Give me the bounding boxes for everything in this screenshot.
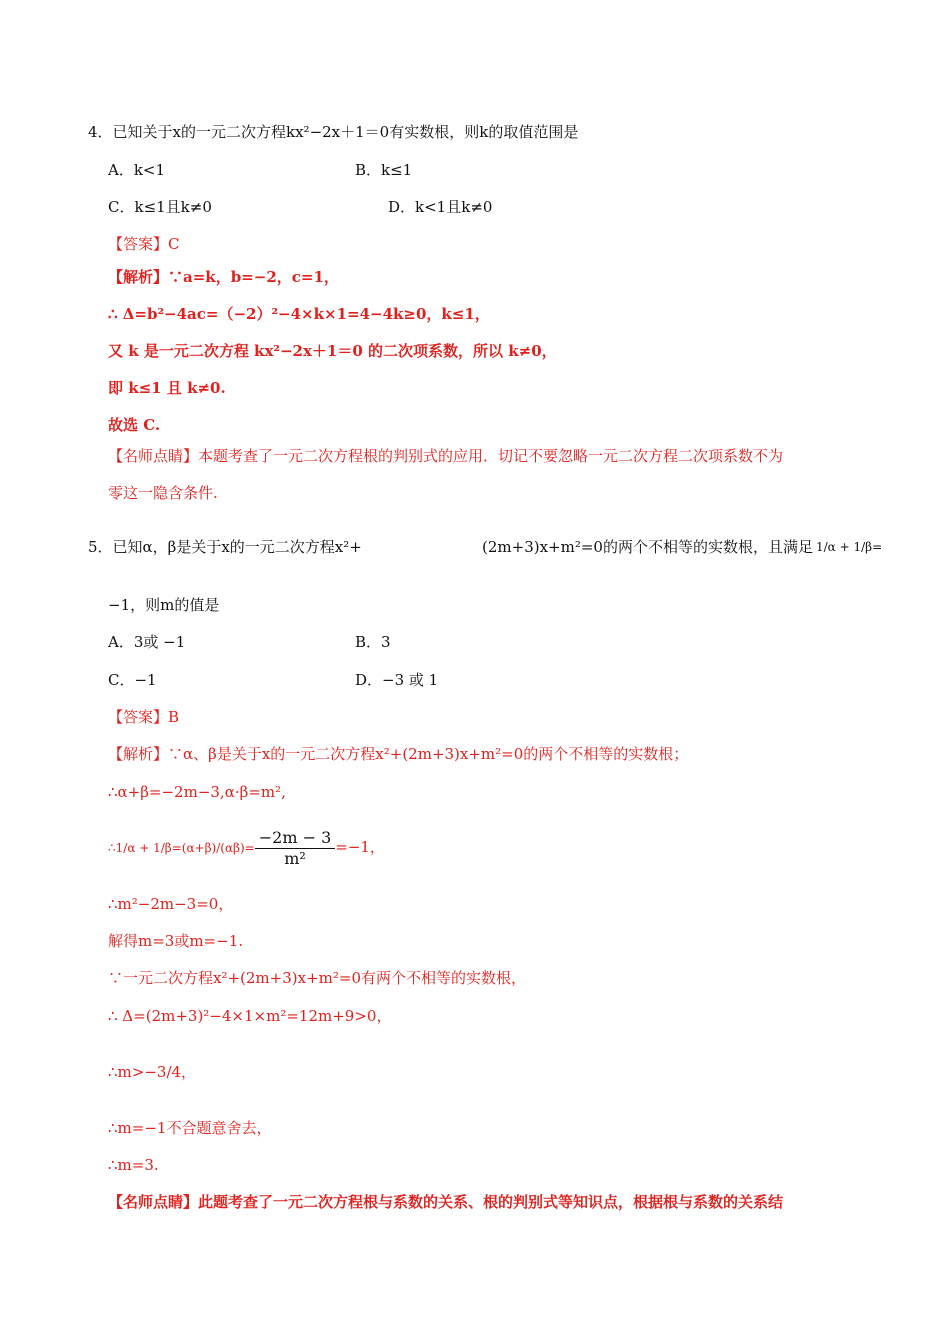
q5-frac-numerator: −2m − 3 <box>255 828 336 849</box>
q5-option-b: B．3 <box>355 633 391 651</box>
q5-step-5: ∴m=−1不合题意舍去， <box>108 1119 272 1137</box>
q5-step-6: ∴m=3. <box>108 1156 159 1174</box>
q4-answer-value: C <box>168 235 180 253</box>
q5-tip-label: 【名师点睛】 <box>108 1193 199 1211</box>
q5-stem-part1: 5．已知α，β是关于x的一元二次方程x²+ <box>88 538 362 556</box>
q5-fraction <box>255 828 336 869</box>
q4-analysis-label: 【解析】 <box>108 268 169 286</box>
q4-answer <box>108 234 180 254</box>
q5-option-d: D．−3 或 1 <box>355 671 439 689</box>
q4-analysis-line-1: 【解析】∵a=k，b=−2，c=1， <box>108 268 339 286</box>
q5-frac-left: ∴1/α + 1/β=(α+β)/(αβ)= <box>108 841 255 855</box>
q5-step-4: ∴ Δ=(2m+3)²−4×1×m²=12m+9>0， <box>108 1007 392 1025</box>
q5-option-a: A．3或 −1 <box>108 633 186 651</box>
q4-option-c: C．k≤1且k≠0 <box>108 198 212 216</box>
q5-stem-formula: 1/α + 1/β= <box>816 540 883 554</box>
q5-step-2: 解得m=3或m=−1. <box>108 932 244 950</box>
q4-tip-line-1: 【名师点睛】本题考查了一元二次方程根的判别式的应用．切记不要忽略一元二次方程二次项系数不为 <box>108 447 784 465</box>
q4-analysis-line-3: 又 k 是一元二次方程 kx²−2x＋1＝0 的二次项系数，所以 k≠0， <box>108 342 557 360</box>
q4-analysis-line-2: ∴ Δ=b²−4ac=（−2）²−4×k×1=4−4k≥0，k≤1， <box>108 305 490 323</box>
q5-analysis-label: 【解析】 <box>108 745 169 763</box>
q5-answer-value: B <box>168 708 180 726</box>
q4-tip-label: 【名师点睛】 <box>108 447 199 465</box>
q5-line-gt: ∴m>−3/4， <box>108 1063 197 1081</box>
q5-step-1: ∴m²−2m−3=0， <box>108 895 234 913</box>
q4-option-a: A．k<1 <box>108 161 166 179</box>
q4-analysis-line-4: 即 k≤1 且 k≠0. <box>108 379 226 397</box>
q5-frac-right: =−1， <box>335 838 385 856</box>
q5-answer <box>108 707 179 727</box>
q5-answer-label: 【答案】 <box>108 708 169 726</box>
q5-stem-line2: −1，则m的值是 <box>108 596 220 614</box>
q5-analysis-line-1: 【解析】∵α、β是关于x的一元二次方程x²+(2m+3)x+m²=0的两个不相等的实数根； <box>108 745 689 763</box>
q5-line-sum: ∴α+β=−2m−3,α·β=m², <box>108 783 286 801</box>
q5-stem-part2: (2m+3)x+m²=0的两个不相等的实数根，且满足 <box>482 538 813 556</box>
q5-option-c: C．−1 <box>108 671 157 689</box>
q4-stem: 4．已知关于x的一元二次方程kx²−2x＋1＝0有实数根，则k的取值范围是 <box>88 123 579 141</box>
q4-option-d: D．k<1且k≠0 <box>388 198 493 216</box>
q5-frac-denominator: m² <box>284 848 306 868</box>
q4-answer-label: 【答案】 <box>108 235 169 253</box>
q5-fraction-line <box>108 824 385 870</box>
q4-tip-line-2: 零这一隐含条件. <box>108 484 218 502</box>
q4-option-b: B．k≤1 <box>355 161 413 179</box>
q4-analysis-line-5: 故选 C. <box>108 416 161 434</box>
q5-step-3: ∵一元二次方程x²+(2m+3)x+m²=0有两个不相等的实数根， <box>108 969 527 987</box>
q5-tip: 【名师点睛】此题考查了一元二次方程根与系数的关系、根的判别式等知识点，根据根与系数的关系结 <box>108 1193 784 1211</box>
